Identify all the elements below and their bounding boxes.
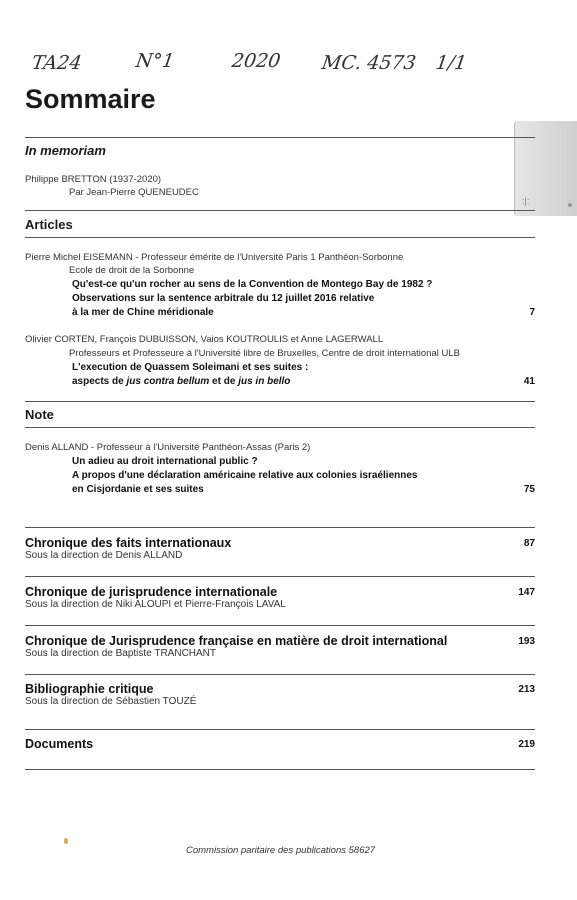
handwritten-catalog: MC. 4573: [320, 52, 418, 74]
article-1-page: 7: [529, 307, 535, 318]
chronicle-page: 219: [518, 739, 535, 750]
chronicle-page: 193: [518, 636, 535, 647]
note-page: 75: [523, 484, 535, 495]
divider: [25, 527, 535, 528]
article-2-title: L'execution de Quassem Soleimani et ses suites :: [72, 362, 309, 373]
divider: [25, 769, 535, 770]
chronicle-direction: Sous la direction de Denis ALLAND: [25, 550, 183, 561]
chronicle-direction: Sous la direction de Sébastien TOUZÉ: [25, 696, 197, 707]
note-title: Un adieu au droit international public ?: [72, 456, 258, 467]
chronicle-page: 147: [518, 587, 535, 598]
tab-hole: [568, 203, 572, 207]
in-memoriam-heading: In memoriam: [25, 143, 106, 158]
memoriam-author: Par Jean-Pierre QUENEUDEC: [69, 187, 199, 198]
article-1-author: Pierre Michel EISEMANN - Professeur émérite de l'Université Paris 1 Panthéon-Sorbonne: [25, 252, 404, 263]
chronicle-title: Chronique des faits internationaux: [25, 536, 232, 550]
note-title: en Cisjordanie et ses suites: [72, 484, 204, 495]
divider: [25, 401, 535, 402]
footer-text: Commission paritaire des publications 58627: [186, 845, 376, 856]
note-heading: Note: [25, 407, 54, 422]
chronicle-direction: Sous la direction de Baptiste TRANCHANT: [25, 648, 217, 659]
chronicle-title: Chronique de Jurisprudence française en matière de droit international: [25, 634, 448, 648]
divider: [25, 576, 535, 577]
handwritten-year: 2020: [230, 50, 282, 72]
chronicle-page: 213: [518, 684, 535, 695]
article-2-author: Olivier CORTEN, François DUBUISSON, Vaios KOUTROULIS et Anne LAGERWALL: [25, 334, 384, 345]
handwritten-number: N°1: [134, 50, 176, 72]
article-1-title: à la mer de Chine méridionale: [72, 307, 214, 318]
divider: [25, 210, 535, 211]
chronicle-title: Bibliographie critique: [25, 682, 154, 696]
divider: [25, 674, 535, 675]
page-title: Sommaire: [25, 84, 156, 114]
note-title: A propos d'une déclaration américaine relative aux colonies israéliennes: [72, 470, 418, 481]
handwritten-code: TA24: [30, 52, 84, 74]
handwritten-fraction: 1/1: [434, 52, 469, 74]
chronicle-title: Chronique de jurisprudence internationale: [25, 585, 278, 599]
divider: [25, 729, 535, 730]
article-2-page: 41: [523, 376, 535, 387]
tab-mark: :|:: [522, 196, 530, 206]
note-author: Denis ALLAND - Professeur à l'Université Panthéon-Assas (Paris 2): [25, 442, 311, 453]
article-1-title: Observations sur la sentence arbitrale du 12 juillet 2016 relative: [72, 293, 375, 304]
divider: [25, 137, 535, 138]
chronicle-direction: Sous la direction de Niki ALOUPI et Pierre-François LAVAL: [25, 599, 286, 610]
paper-speck: [64, 838, 68, 844]
divider: [25, 237, 535, 238]
chronicle-title: Documents: [25, 737, 94, 751]
article-2-affiliation: Professeurs et Professeure à l'Université libre de Bruxelles, Centre de droit international ULB: [69, 348, 460, 359]
divider: [25, 625, 535, 626]
memoriam-name: Philippe BRETTON (1937-2020): [25, 174, 162, 185]
articles-heading: Articles: [25, 217, 73, 232]
article-1-affiliation: Ecole de droit de la Sorbonne: [69, 265, 195, 276]
divider: [25, 427, 535, 428]
chronicle-page: 87: [523, 538, 535, 549]
article-1-title: Qu'est-ce qu'un rocher au sens de la Convention de Montego Bay de 1982 ?: [72, 279, 433, 290]
article-2-title: aspects de jus contra bellum et de jus in bello: [72, 376, 291, 387]
